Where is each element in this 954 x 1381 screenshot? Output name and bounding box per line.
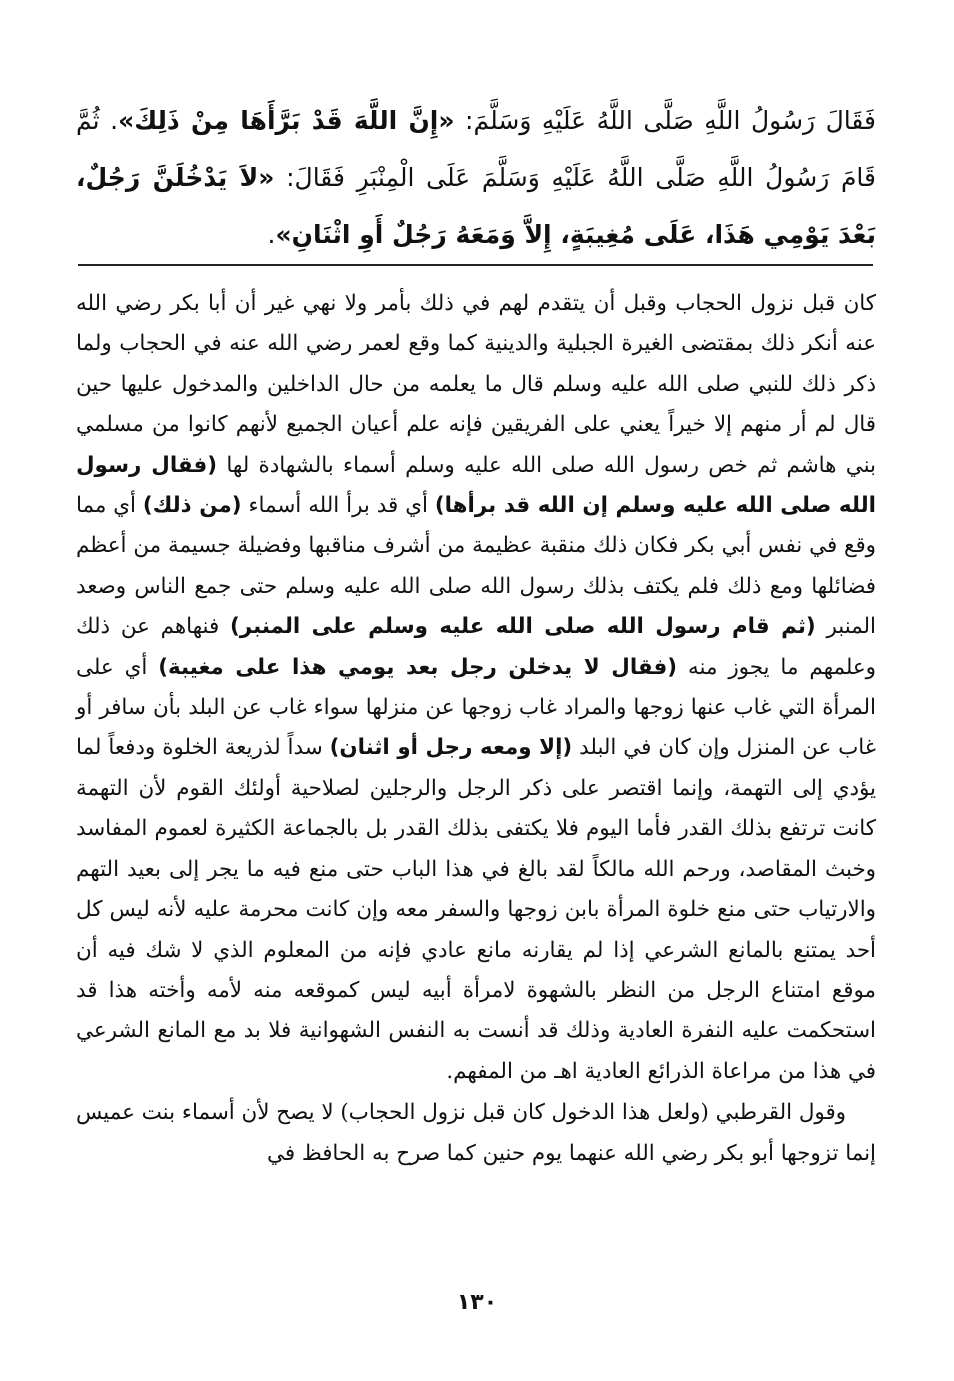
hadith-quote-1: «إِنَّ اللَّهَ قَدْ بَرَّأَهَا مِنْ ذَلِكَ» bbox=[118, 106, 455, 135]
section-divider bbox=[78, 264, 873, 266]
page-number: ١٣٠ bbox=[456, 1290, 498, 1315]
commentary-bold-phrase: (من ذلك) bbox=[142, 493, 242, 519]
commentary-text bbox=[76, 284, 876, 1174]
hadith-intro: فَقَالَ رَسُولُ اللَّهِ صَلَّى اللَّهُ عَلَيْهِ وَسَلَّمَ: bbox=[454, 106, 876, 135]
commentary-segment: أي قد برأ الله أسماء bbox=[241, 493, 435, 519]
hadith-quote-2: «لاَ يَدْخُلَنَّ رَجُلٌ، بَعْدَ يَوْمِي هَذَا، عَلَى مُغِيبَةٍ، إِلاَّ وَمَعَهُ رَجُلٌ أَوِ اثْنَانِ» bbox=[76, 163, 876, 249]
commentary-paragraph-2: وقول القرطبي (ولعل هذا الدخول كان قبل نزول الحجاب) لا يصح لأن أسماء بنت عميس إنما تزوجها أبو بكر رضي الله عنهما يوم حنين كما صرح به الحافظ في bbox=[76, 1100, 876, 1166]
commentary-segment: أي مما وقع في نفس أبي بكر فكان ذلك منقبة عظيمة من أشرف مناقبها وفضيلة جسيمة من أعظم فضائلها ومع ذلك فلم يكتف بذلك رسول الله صلى الله عليه وسلم حتى جمع الناس وصعد المنبر bbox=[76, 493, 876, 640]
commentary-segment: فنهاهم عن ذلك وعلمهم ما يجوز منه bbox=[76, 614, 876, 680]
hadith-text bbox=[76, 92, 876, 263]
commentary-segment: أي على المرأة التي غاب عنها زوجها والمراد غاب زوجها عن منزلها سواء غاب عن البلد بأن سافر أو غاب عن المنزل وإن كان في البلد bbox=[76, 654, 876, 761]
hadith-middle: . ثُمَّ قَامَ رَسُولُ اللَّهِ صَلَّى اللَّهُ عَلَيْهِ وَسَلَّمَ عَلَى الْمِنْبَرِ فَقَالَ: bbox=[76, 106, 876, 192]
hadith-end: . bbox=[267, 220, 276, 249]
commentary-bold-phrase: (ثم قام رسول الله صلى الله عليه وسلم على المنبر) bbox=[230, 614, 816, 640]
commentary-bold-phrase: (إلا ومعه رجل أو اثنان) bbox=[329, 735, 573, 761]
commentary-bold-phrase: (فقال لا يدخلن رجل بعد يومي هذا على مغيبة) bbox=[158, 654, 678, 680]
commentary-segment: كان قبل نزول الحجاب وقبل أن يتقدم لهم في ذلك بأمر ولا نهي غير أن أبا بكر رضي الله عنه أنكر ذلك بمقتضى الغيرة الجبلية والدينية كما وقع لعمر رضي الله عنه في الحجاب ولما ذكر ذلك للنبي صلى الله عليه وسلم قال ما يعلمه من حال الداخلين والمدخول عليها حين قال لم أر منهم إلا خيراً يعني على الفريقين فإنه علم أعيان الجميع لأنهم كانوا من مسلمي بني هاشم ثم خص رسول الله صلى الله عليه وسلم أسماء بالشهادة لها bbox=[76, 291, 876, 478]
commentary-paragraph-1 bbox=[76, 284, 876, 1092]
commentary-segment: سداً لذريعة الخلوة ودفعاً لما يؤدي إلى التهمة، وإنما اقتصر على ذكر الرجل والرجلين لصلاحية أولئك القوم لأن التهمة كانت ترتفع بذلك القدر فأما اليوم فلا يكتفى بذلك القدر بل بالجماعة الكثيرة لعموم المفاسد وخبث المقاصد، ورحم الله مالكاً لقد بالغ في هذا الباب حتى منع فيه ما يجر إلى بعيد التهم والارتياب حتى منع خلوة المرأة بابن زوجها والسفر معه وإن كانت محرمة عليه لأنه ليس كل أحد يمتنع بالمانع الشرعي إذا لم يقارنه مانع عادي فإنه من المعلوم الذي لا شك فيه أن موقع امتناع الرجل من النظر بالشهوة لامرأة أبيه ليس كموقعه منه لأمه وأخته هذا قد استحكمت عليه النفرة العادية وذلك قد أنست به النفس الشهوانية فلا بد مع المانع الشرعي في هذا من مراعاة الذرائع العادية اهـ من المفهم. bbox=[76, 735, 876, 1084]
commentary-bold-phrase: (فقال رسول الله صلى الله عليه وسلم إن الله قد برأها) bbox=[76, 452, 876, 519]
